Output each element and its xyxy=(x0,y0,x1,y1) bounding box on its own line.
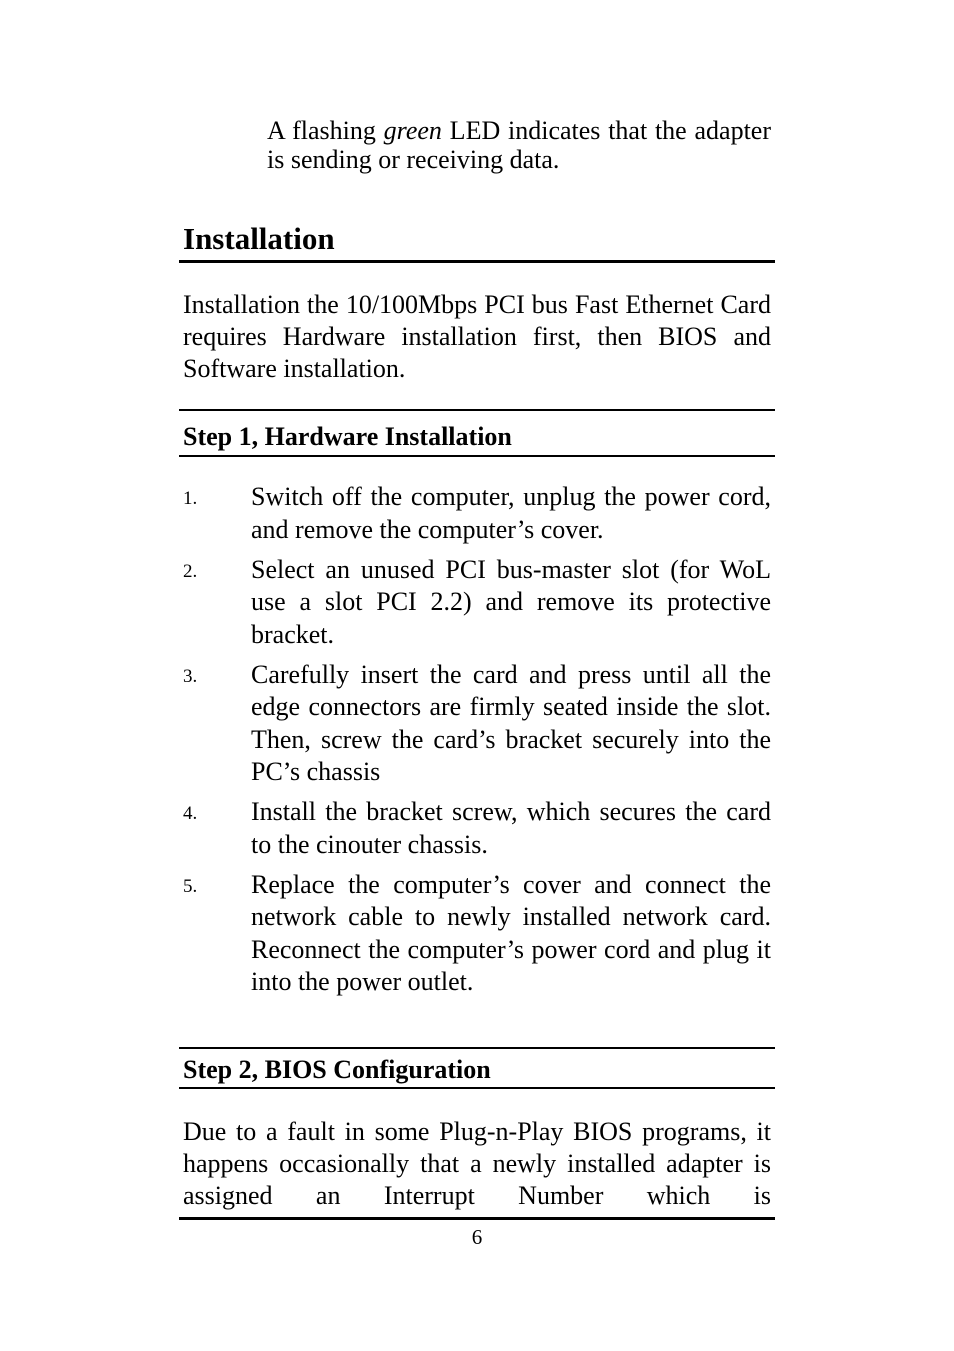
step2-bottom-rule xyxy=(179,1087,775,1089)
section-heading: Installation xyxy=(183,221,335,256)
step-number: 1. xyxy=(183,488,198,509)
footer-rule xyxy=(179,1217,775,1220)
list-item xyxy=(183,796,771,861)
step1-bottom-rule xyxy=(179,455,775,457)
step-number: 4. xyxy=(183,803,198,824)
step-text: Select an unused PCI bus-master slot (for WoL use a slot PCI 2.2) and remove its protective bracket. xyxy=(251,554,771,649)
list-item xyxy=(183,869,771,999)
step1-heading: Step 1, Hardware Installation xyxy=(183,422,512,451)
step-number: 2. xyxy=(183,560,198,582)
led-note-emphasis: green xyxy=(383,116,442,145)
step-text: Replace the computer’s cover and connect the network cable to newly installed network card. Reconnect the computer’s power cord and plug it into the power outlet. xyxy=(251,869,771,996)
list-item xyxy=(183,481,771,546)
led-note-text-before: A flashing xyxy=(267,116,384,145)
list-item xyxy=(183,554,771,652)
step2-top-rule xyxy=(179,1047,775,1049)
step2-heading: Step 2, BIOS Configuration xyxy=(183,1055,491,1084)
step1-top-rule xyxy=(179,409,775,411)
led-note-text-after: LED indicates that the adapter is sending or receiving data. xyxy=(267,116,772,174)
step-number: 5. xyxy=(183,875,198,897)
led-note-paragraph xyxy=(267,116,771,174)
page-number: 6 xyxy=(471,1225,483,1249)
step-text: Install the bracket screw, which secures the card to the cinouter chassis. xyxy=(251,797,771,859)
heading-underline xyxy=(179,260,775,263)
bios-paragraph: Due to a fault in some Plug-n-Play BIOS programs, it happens occasionally that a newly installed adapter is assigned an Interrupt Number which is xyxy=(183,1117,771,1210)
list-item xyxy=(183,659,771,789)
step-text: Switch off the computer, unplug the power cord, and remove the computer’s cover. xyxy=(251,482,771,544)
step-number: 3. xyxy=(183,665,198,687)
step-text: Carefully insert the card and press until all the edge connectors are firmly seated inside the slot. Then, screw the card’s bracket securely into the PC’s chassis xyxy=(251,659,771,786)
installation-intro-paragraph: Installation the 10/100Mbps PCI bus Fast Ethernet Card requires Hardware installation first, then BIOS and Software installation. xyxy=(183,290,771,383)
hardware-steps-list xyxy=(183,481,771,1006)
